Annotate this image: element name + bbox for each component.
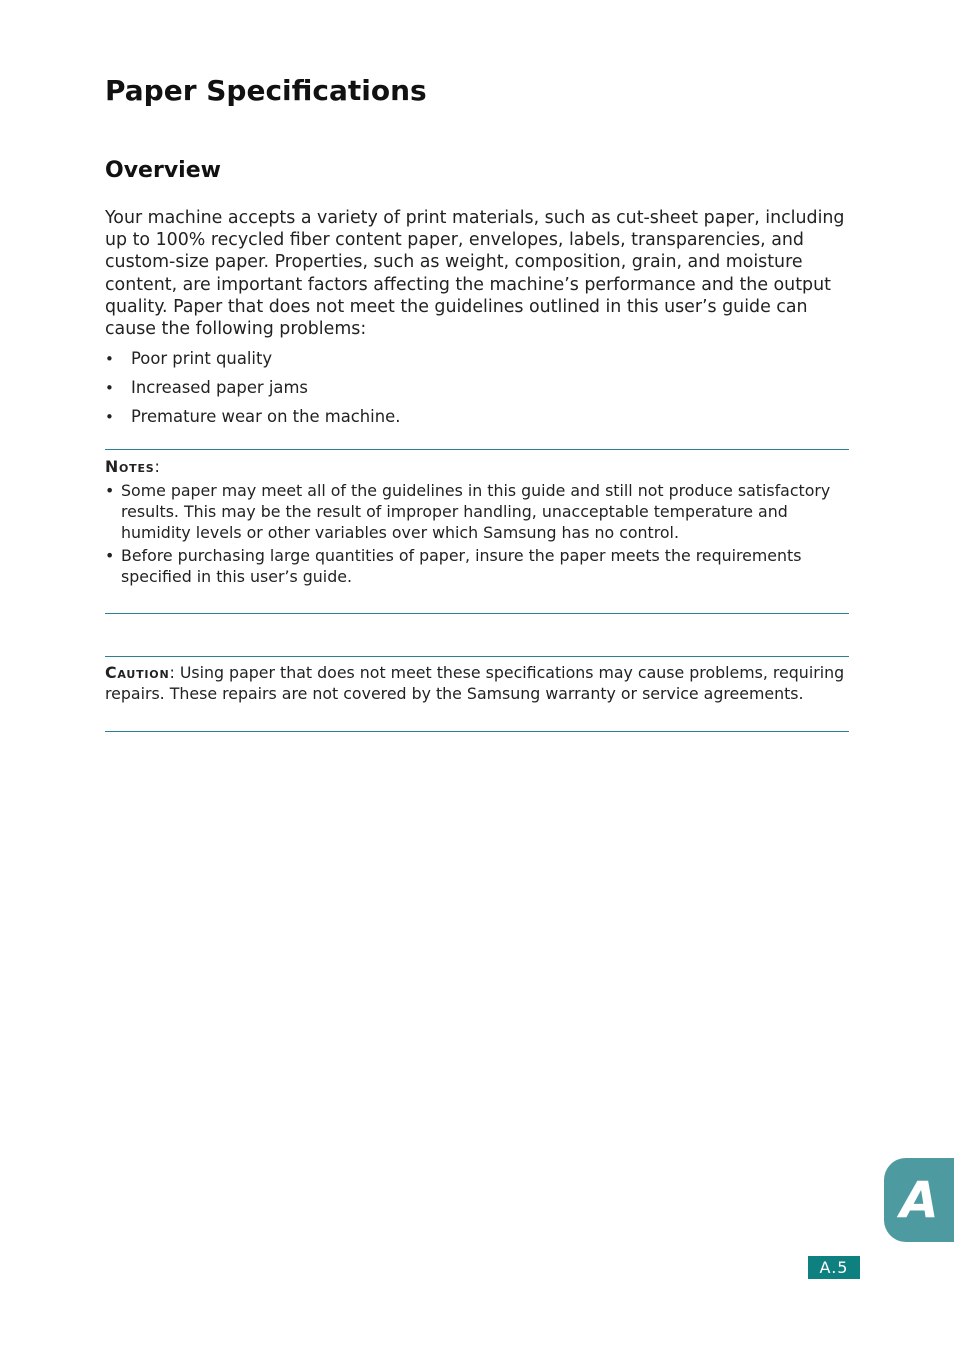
caution-text: Using paper that does not meet these specifications may cause problems, requiring repairs. These repairs are not covered by the Samsung warranty or service agreements. (105, 663, 845, 703)
problems-list (105, 347, 845, 434)
note-item (105, 480, 849, 543)
list-item-text: Premature wear on the machine. (131, 407, 401, 426)
note-item (105, 545, 849, 587)
chapter-tab: A (884, 1158, 954, 1242)
bullet-icon: • (105, 408, 114, 426)
bullet-icon: • (105, 546, 115, 565)
page-title: Paper Specifications (105, 74, 427, 107)
caution-colon: : (169, 663, 180, 682)
page-number: A.5 (808, 1256, 860, 1279)
notes-label: Notes (105, 457, 155, 476)
notes-colon: : (154, 457, 160, 476)
section-title: Overview (105, 158, 221, 183)
notes-box (105, 449, 849, 614)
note-item-text: Before purchasing large quantities of paper, insure the paper meets the requirements specified in this user’s guide. (121, 546, 802, 586)
list-item (105, 405, 845, 434)
notes-list (105, 480, 849, 589)
list-item (105, 376, 845, 405)
notes-heading (105, 456, 160, 477)
intro-paragraph: Your machine accepts a variety of print materials, such as cut-sheet paper, including up to 100% recycled fiber content paper, envelopes, labels, transparencies, and custom-size paper. Properties, such as weight, composition, grain, and moisture content, are important factors affecting the machine’s performance and the output quality. Paper that does not meet the guidelines outlined in this user’s guide can cause the following problems: (105, 208, 845, 340)
list-item-text: Poor print quality (131, 349, 273, 368)
note-item-text: Some paper may meet all of the guidelines in this guide and still not produce satisfactory results. This may be the result of improper handling, unacceptable temperature and humidity levels or other variables over which Samsung has no control. (121, 481, 831, 542)
list-item (105, 347, 845, 376)
caution-paragraph (105, 662, 849, 704)
bullet-icon: • (105, 350, 114, 368)
caution-box (105, 656, 849, 732)
caution-label: Caution (105, 663, 170, 682)
bullet-icon: • (105, 481, 115, 500)
bullet-icon: • (105, 379, 114, 397)
list-item-text: Increased paper jams (131, 378, 308, 397)
